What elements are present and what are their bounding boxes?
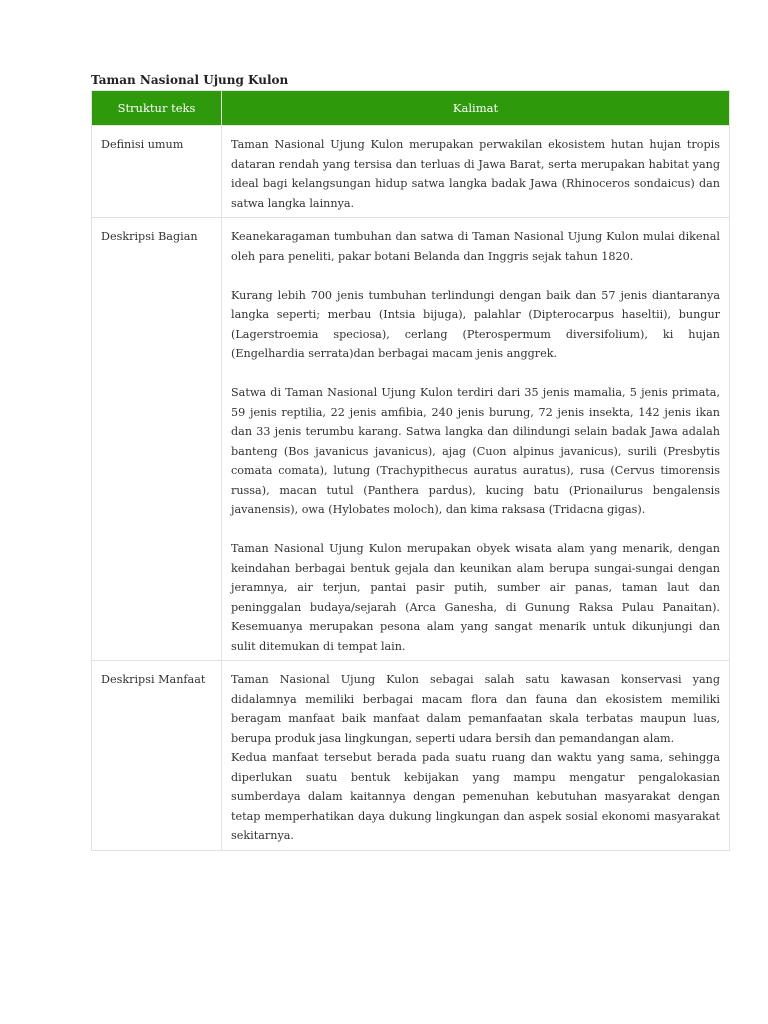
paragraph: Keanekaragaman tumbuhan dan satwa di Taman Nasional Ujung Kulon mulai dikenal oleh para peneliti, pakar botani Belanda dan Inggris sejak tahun 1820. <box>231 230 720 263</box>
row-content <box>222 661 730 851</box>
paragraph: Taman Nasional Ujung Kulon sebagai salah satu kawasan konservasi yang didalamnya memiliki berbagai macam flora dan fauna dan ekosistem memiliki beragam manfaat baik manfaat dalam pemanfaatan skala terbatas maupun luas, berupa produk jasa lingkungan, seperti udara bersih dan pemandangan alam. <box>231 673 720 745</box>
table-row-part-description <box>92 218 730 661</box>
paragraph: Satwa di Taman Nasional Ujung Kulon terdiri dari 35 jenis mamalia, 5 jenis primata, 59 jenis reptilia, 22 jenis amfibia, 240 jenis burung, 72 jenis insekta, 142 jenis ikan dan 33 jenis terumbu karang. Satwa langka dan dilindungi selain badak Jawa adalah banteng (Bos javanicus javanicus), ajag (Cuon alpinus javanicus), surili (Presbytis comata comata), lutung (Trachypithecus auratus auratus), rusa (Cervus timorensis russa), macan tutul (Panthera pardus), kucing batu (Prionailurus bengalensis javanensis), owa (Hylobates moloch), dan kima raksasa (Tridacna gigas). <box>231 386 720 516</box>
row-content <box>222 218 730 661</box>
row-label: Definisi umum <box>92 126 222 218</box>
text-structure-table <box>91 90 730 851</box>
document-title: Taman Nasional Ujung Kulon <box>91 73 289 87</box>
column-header-sentence: Kalimat <box>222 91 730 126</box>
table-row-benefit-description <box>92 661 730 851</box>
paragraph: Taman Nasional Ujung Kulon merupakan perwakilan ekosistem hutan hujan tropis dataran rendah yang tersisa dan terluas di Jawa Barat, serta merupakan habitat yang ideal bagi kelangsungan hidup satwa langka badak Jawa (Rhinoceros sondaicus) dan satwa langka lainnya. <box>231 138 720 210</box>
paragraph: Taman Nasional Ujung Kulon merupakan obyek wisata alam yang menarik, dengan keindahan berbagai bentuk gejala dan keunikan alam berupa sungai-sungai dengan jeramnya, air terjun, pantai pasir putih, sumber air panas, taman laut dan peninggalan budaya/sejarah (Arca Ganesha, di Gunung Raksa Pulau Panaitan). Kesemuanya merupakan pesona alam yang sangat menarik untuk dikunjungi dan sulit ditemukan di tempat lain. <box>231 542 720 653</box>
row-content <box>222 126 730 218</box>
table-row-general-definition <box>92 126 730 218</box>
table-header-row <box>92 91 730 126</box>
column-header-structure: Struktur teks <box>92 91 222 126</box>
paragraph: Kurang lebih 700 jenis tumbuhan terlindungi dengan baik dan 57 jenis diantaranya langka seperti; merbau (Intsia bijuga), palahlar (Dipterocarpus haseltii), bungur (Lagerstroemia speciosa), cerlang (Pterospermum diversifolium), ki hujan (Engelhardia serrata)dan berbagai macam jenis anggrek. <box>231 288 720 360</box>
document <box>91 72 729 851</box>
paragraph: Kedua manfaat tersebut berada pada suatu ruang dan waktu yang sama, sehingga diperlukan suatu bentuk kebijakan yang mampu mengatur pengalokasian sumberdaya dalam kaitannya dengan pemenuhan kebutuhan masyarakat dengan tetap memperhatikan daya dukung lingkungan dan aspek sosial ekonomi masyarakat sekitarnya. <box>231 751 720 842</box>
row-label: Deskripsi Manfaat <box>92 661 222 851</box>
row-label: Deskripsi Bagian <box>92 218 222 661</box>
